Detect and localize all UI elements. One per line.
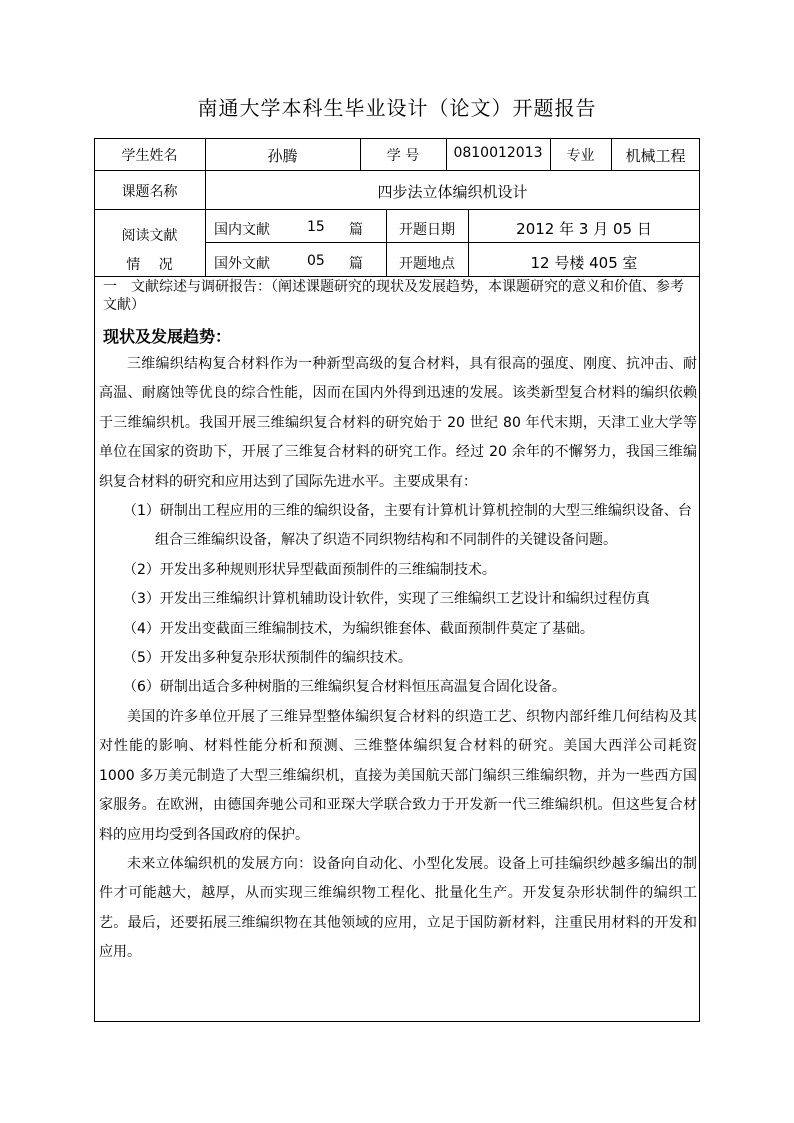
date-label: 开题日期 <box>399 222 455 238</box>
reading-label-2: 情 况 <box>126 257 173 273</box>
list-item: （3）开发出三维编织计算机辅助设计软件，实现了三维编织工艺设计和编织过程仿真 <box>123 591 650 608</box>
list-item: （5）开发出多种复杂形状预制件的编织技术。 <box>123 650 412 667</box>
row-divider <box>94 170 700 171</box>
section-body <box>99 350 697 968</box>
domestic-label: 国内文献 <box>214 222 270 238</box>
date-value: 2012 年 3 月 05 日 <box>516 220 652 238</box>
paragraph: 三维编织结构复合材料作为一种新型高级的复合材料，具有很高的强度、刚度、抗冲击、耐高温、耐腐蚀等优良的综合性能，因而在国内外得到迅速的发展。该类新型复合材料的编织依赖于三维编织机。我国开展三维编织复合材料的研究始于 20 世纪 80 年代末期，天津工业大学等单位在国家的资助下，开展了三维复合材料的研究工作。经过 20 余年的不懈努力，我国三维编织复合材料的研究和应用达到了国际先进水平。主要成果有： <box>99 356 697 490</box>
place-value: 12 号楼 405 室 <box>530 254 638 272</box>
paragraph: 未来立体编织机的发展方向：设备向自动化、小型化发展。设备上可挂编织纱越多编出的制件才可能越大，越厚，从而实现三维编织物工程化、批量化生产。开发复杂形状制件的编织工艺。最后，还要拓展三维编织物在其他领域的应用，立足于国防新材料，注重民用材料的开发和应用。 <box>99 855 697 961</box>
list-item: （4）开发出变截面三维编制技术，为编织锥套体、截面预制件莫定了基础。 <box>123 620 594 637</box>
row-divider <box>205 242 700 243</box>
student-id-label: 学 号 <box>386 148 420 164</box>
student-name-value: 孙腾 <box>267 147 298 165</box>
domestic-unit: 篇 <box>349 222 363 238</box>
place-label: 开题地点 <box>399 256 455 272</box>
domestic-count: 15 <box>307 219 325 235</box>
paragraph: 美国的许多单位开展了三维异型整体编织复合材料的织造工艺、织物内部纤维几何结构及其对性能的影响、材料性能分析和预测、三维整体编织复合材料的研究。美国大西洋公司耗资 1000 多万美元制造了大型三维编织机，直接为美国航天部门编织三维编织物，并为一些西方国家服务。在欧洲，由德国奔驰公司和亚琛大学联合致力于开发新一代三维编织机。但这些复合材料的应用均受到各国政府的保护。 <box>99 708 697 843</box>
list-item: （1）研制出工程应用的三维的编织设备，主要有计算机计算机控制的大型三维编织设备、台组合三维编织设备，解决了织造不同织物结构和不同制件的关键设备问题。 <box>123 503 692 549</box>
student-id-value: 0810012013 <box>453 145 543 161</box>
topic-label: 课题名称 <box>121 184 178 200</box>
page-title: 南通大学本科生毕业设计（论文）开题报告 <box>197 96 597 120</box>
student-name-label: 学生姓名 <box>121 148 178 164</box>
section-intro: 一 文献综述与调研报告：（阐述课题研究的现状及发展趋势，本课题研究的意义和价值、参考文献） <box>103 279 684 313</box>
row-divider <box>94 209 700 210</box>
major-label: 专业 <box>566 148 595 164</box>
topic-value: 四步法立体编织机设计 <box>377 183 528 201</box>
list-item: （2）开发出多种规则形状异型截面预制件的三维编制技术。 <box>123 561 496 578</box>
major-value: 机械工程 <box>625 147 686 165</box>
foreign-label: 国外文献 <box>214 256 270 272</box>
list-item: （6）研制出适合多种树脂的三维编织复合材料恒压高温复合固化设备。 <box>123 679 566 696</box>
foreign-unit: 篇 <box>349 256 363 272</box>
row-divider <box>94 276 700 277</box>
section-heading: 现状及发展趋势： <box>103 327 232 346</box>
reading-label: 阅读文献 <box>121 228 178 244</box>
foreign-count: 05 <box>307 253 325 269</box>
